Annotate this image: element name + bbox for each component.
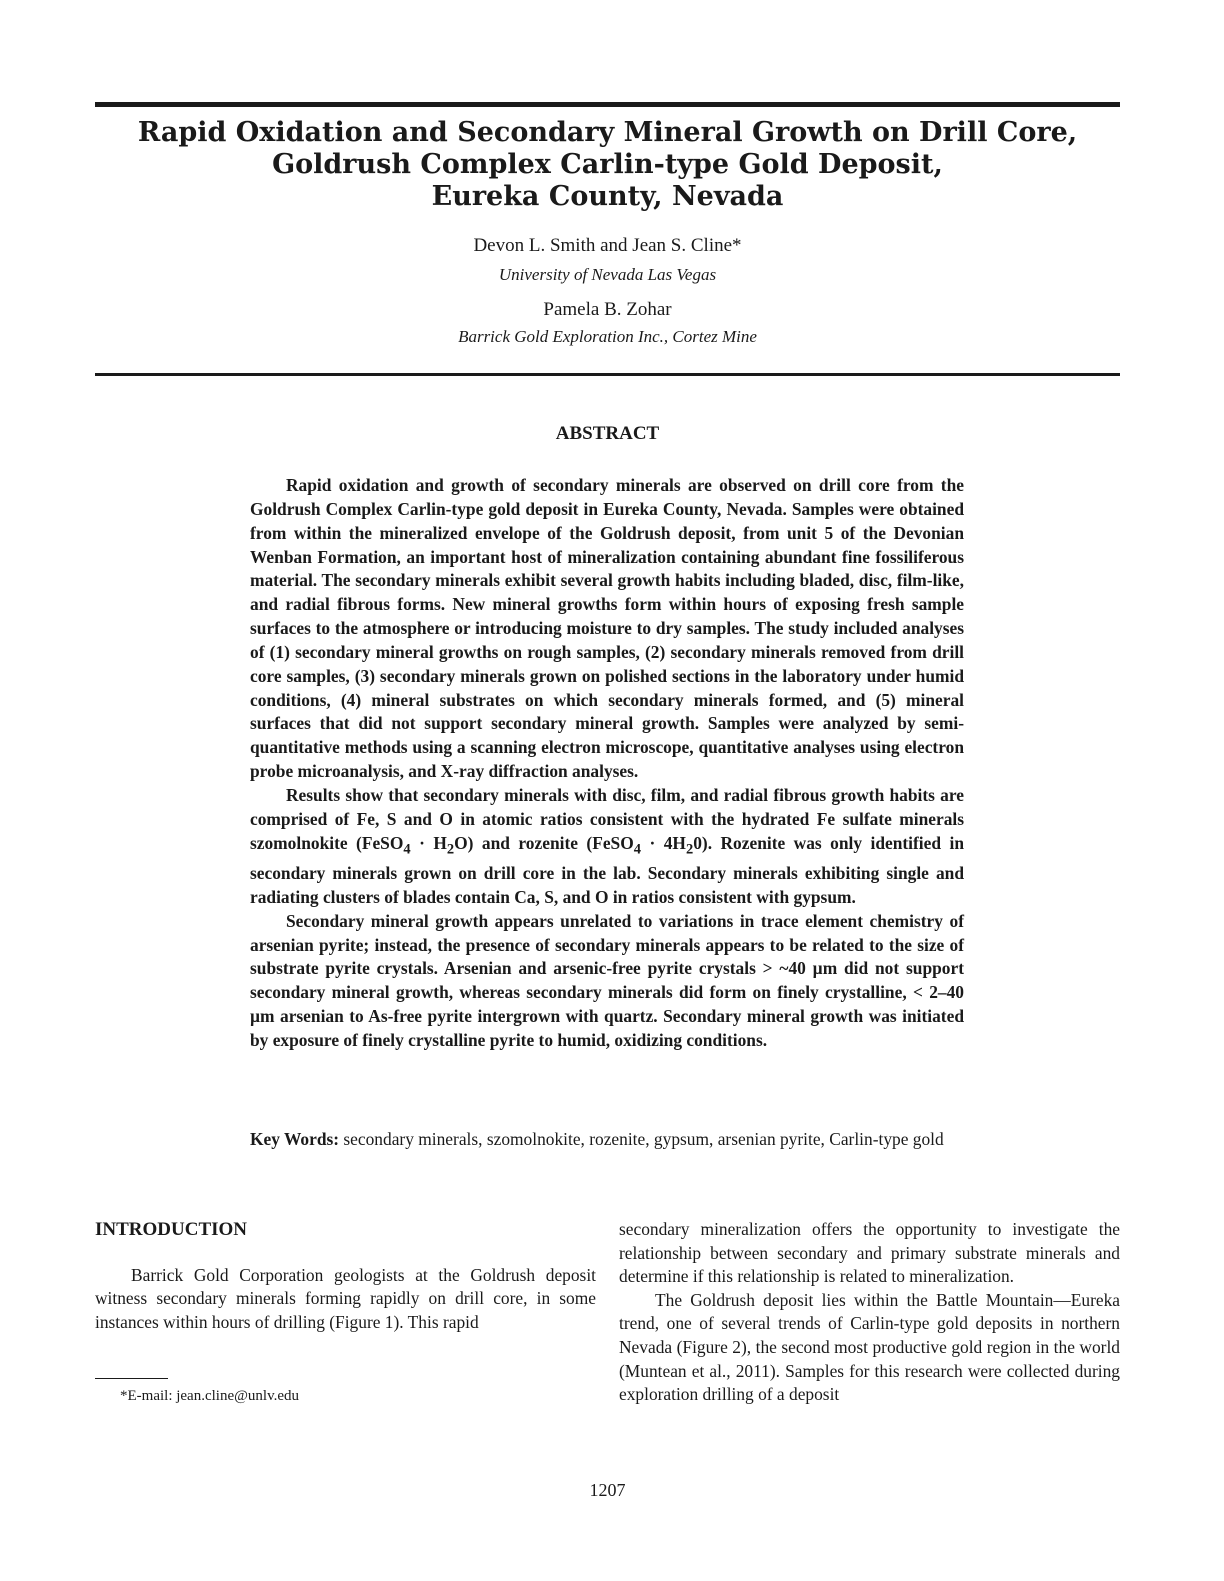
left-column <box>95 1218 596 1334</box>
right-paragraph-1: secondary mineralization offers the opportunity to investigate the relationship between secondary and primary substrate minerals and determine if this relationship is related to mineralization. <box>619 1219 1120 1287</box>
abstract-paragraph-1: Rapid oxidation and growth of secondary minerals are observed on drill core from the Goldrush Complex Carlin-type gold deposit in Eureka County, Nevada. Samples were obtained from within the mineralized envelope of the Goldrush deposit, from unit 5 of the Devonian Wenban Formation, an important host of mineralization containing abundant fine fossiliferous material. The secondary minerals exhibit several growth habits including bladed, disc, film-like, and radial fibrous forms. New mineral growths form within hours of exposing fresh sample surfaces to the atmosphere or introducing moisture to dry samples. The study included analyses of (1) secondary mineral growths on rough samples, (2) secondary minerals removed from drill core samples, (3) secondary minerals grown on polished sections in the laboratory under humid conditions, (4) mineral substrates on which secondary minerals formed, and (5) mineral surfaces that did not support secondary mineral growth. Samples were analyzed by semi-quantitative methods using a scanning electron microscope, quantitative analyses using electron probe microanalysis, and X-ray diffraction analyses. <box>250 475 964 782</box>
subscript: 4 <box>403 841 411 858</box>
authors-primary: Devon L. Smith and Jean S. Cline* <box>473 235 742 256</box>
intro-paragraph-1: Barrick Gold Corporation geologists at the Goldrush deposit witness secondary minerals forming rapidly on drill core, in some instances within hours of drilling (Figure 1). This rapid <box>95 1264 596 1332</box>
right-paragraph-2: The Goldrush deposit lies within the Battle Mountain—Eureka trend, one of several trends of Carlin-type gold deposits in northern Nevada (Figure 2), the second most productive gold region in the world (Muntean et al., 2011). Samples for this research were collected during exploration drilling of a deposit <box>619 1289 1120 1405</box>
affiliation-primary: University of Nevada Las Vegas <box>498 265 717 284</box>
abstract-heading: ABSTRACT <box>555 423 660 444</box>
authors-secondary: Pamela B. Zohar <box>543 299 672 320</box>
abstract-p2-text-c: O) and rozenite (FeSO <box>454 832 634 853</box>
paper-title <box>95 117 1120 213</box>
footnote-rule <box>95 1378 168 1379</box>
abstract-p2-text-b: · H <box>410 832 447 853</box>
right-column <box>619 1218 1120 1407</box>
top-rule <box>95 102 1120 107</box>
affiliation-secondary: Barrick Gold Exploration Inc., Cortez Mine <box>458 327 757 346</box>
abstract-p2-text-a: Results show that secondary minerals with disc, film, and radial fibrous growth habits are comprised of Fe, S and O in atomic ratios consistent with the hydrated Fe sulfate minerals szomolnokite (FeSO <box>250 784 964 853</box>
subscript: 2 <box>446 841 455 858</box>
abstract-body <box>250 474 964 1053</box>
title-line-1: Rapid Oxidation and Secondary Mineral Growth on Drill Core, <box>137 117 1078 148</box>
subscript: 2 <box>685 841 694 858</box>
keywords <box>250 1128 964 1152</box>
abstract-paragraph-2 <box>250 784 964 910</box>
keywords-label: Key Words: <box>250 1129 340 1149</box>
title-line-2: Goldrush Complex Carlin-type Gold Deposit, <box>272 149 943 180</box>
page-number: 1207 <box>589 1480 626 1500</box>
header-bottom-rule <box>95 373 1120 376</box>
footnote-email: *E-mail: jean.cline@unlv.edu <box>120 1388 300 1404</box>
subscript: 4 <box>633 841 641 858</box>
title-line-3: Eureka County, Nevada <box>431 181 784 212</box>
keywords-text: secondary minerals, szomolnokite, rozenite, gypsum, arsenian pyrite, Carlin-type gold <box>339 1129 944 1149</box>
abstract-p2-text-e: 0). Rozenite was only identified in secondary minerals grown on drill core in the lab. Secondary minerals exhibiting single and radiating clusters of blades contain Ca, S, and O in ratios consistent with gypsum. <box>250 832 964 907</box>
introduction-heading: INTRODUCTION <box>95 1219 248 1240</box>
abstract-paragraph-3: Secondary mineral growth appears unrelated to variations in trace element chemistry of arsenian pyrite; instead, the presence of secondary minerals appears to be related to the size of substrate pyrite crystals. Arsenian and arsenic-free pyrite crystals > ~40 µm did not support secondary mineral growth, whereas secondary minerals did form on finely crystalline, < 2–40 µm arsenian to As-free pyrite intergrown with quartz. Secondary mineral growth was initiated by exposure of finely crystalline pyrite to humid, oxidizing conditions. <box>250 910 964 1050</box>
abstract-p2-text-d: · 4H <box>641 832 686 853</box>
